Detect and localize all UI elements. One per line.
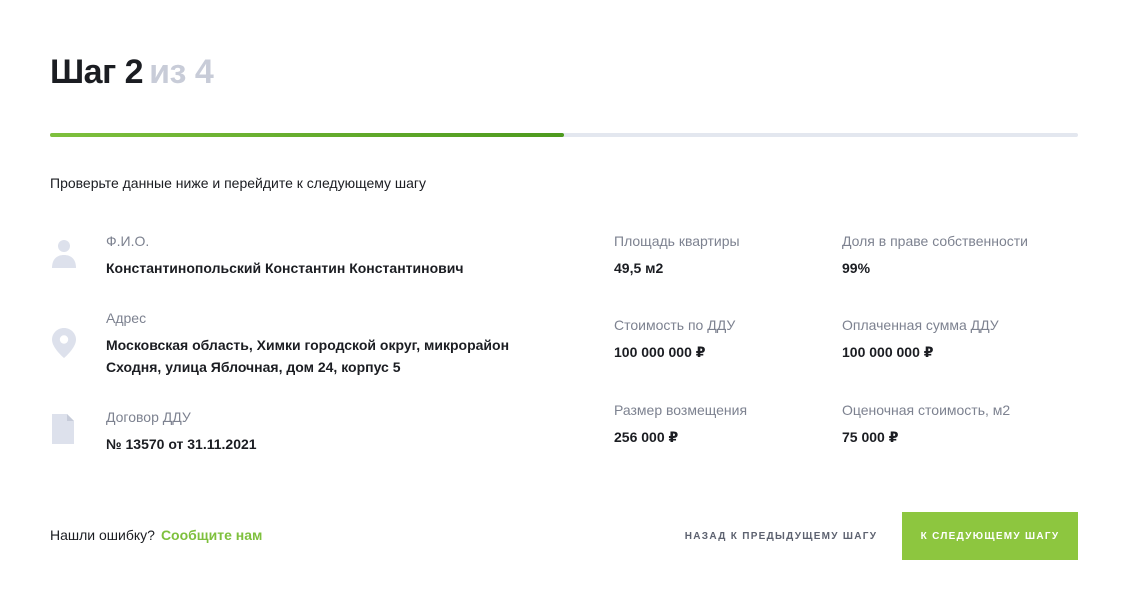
paid-label: Оплаченная сумма ДДУ	[842, 317, 999, 333]
paid-value: 100 000 000 ₽	[842, 344, 934, 360]
address-line-1: Московская область, Химки городской округ, микрорайон	[106, 337, 510, 353]
instruction-text: Проверьте данные ниже и перейдите к следующему шагу	[50, 175, 427, 191]
fio-value: Константинопольский Константин Константинович	[106, 260, 464, 276]
error-report	[50, 527, 262, 543]
location-pin-icon	[52, 328, 76, 360]
compensation-label: Размер возмещения	[614, 402, 748, 418]
person-icon	[52, 238, 76, 270]
step-total: из 4	[149, 53, 214, 91]
document-icon	[52, 414, 76, 446]
estimate-value: 75 000 ₽	[842, 429, 899, 445]
progress-bar	[50, 133, 1078, 137]
share-label: Доля в праве собственности	[842, 233, 1028, 249]
fio-label: Ф.И.О.	[106, 233, 150, 249]
report-error-link[interactable]: Сообщите нам	[160, 527, 263, 543]
progress-fill	[50, 133, 564, 137]
error-question: Нашли ошибку?	[50, 527, 155, 543]
next-step-button[interactable]: К СЛЕДУЮЩЕМУ ШАГУ	[902, 512, 1078, 560]
step-current: Шаг 2	[50, 53, 144, 91]
area-value: 49,5 м2	[614, 260, 664, 276]
address-line-2: Сходня, улица Яблочная, дом 24, корпус 5	[106, 359, 401, 375]
address-label: Адрес	[106, 310, 147, 326]
cost-label: Стоимость по ДДУ	[614, 317, 736, 333]
compensation-value: 256 000 ₽	[614, 429, 679, 445]
area-label: Площадь квартиры	[614, 233, 740, 249]
estimate-label: Оценочная стоимость, м2	[842, 402, 1011, 418]
back-button[interactable]: НАЗАД К ПРЕДЫДУЩЕМУ ШАГУ	[674, 522, 888, 550]
contract-value: № 13570 от 31.11.2021	[106, 436, 257, 452]
step-title	[50, 52, 213, 92]
contract-label: Договор ДДУ	[106, 409, 191, 425]
share-value: 99%	[842, 260, 871, 276]
cost-value: 100 000 000 ₽	[614, 344, 706, 360]
